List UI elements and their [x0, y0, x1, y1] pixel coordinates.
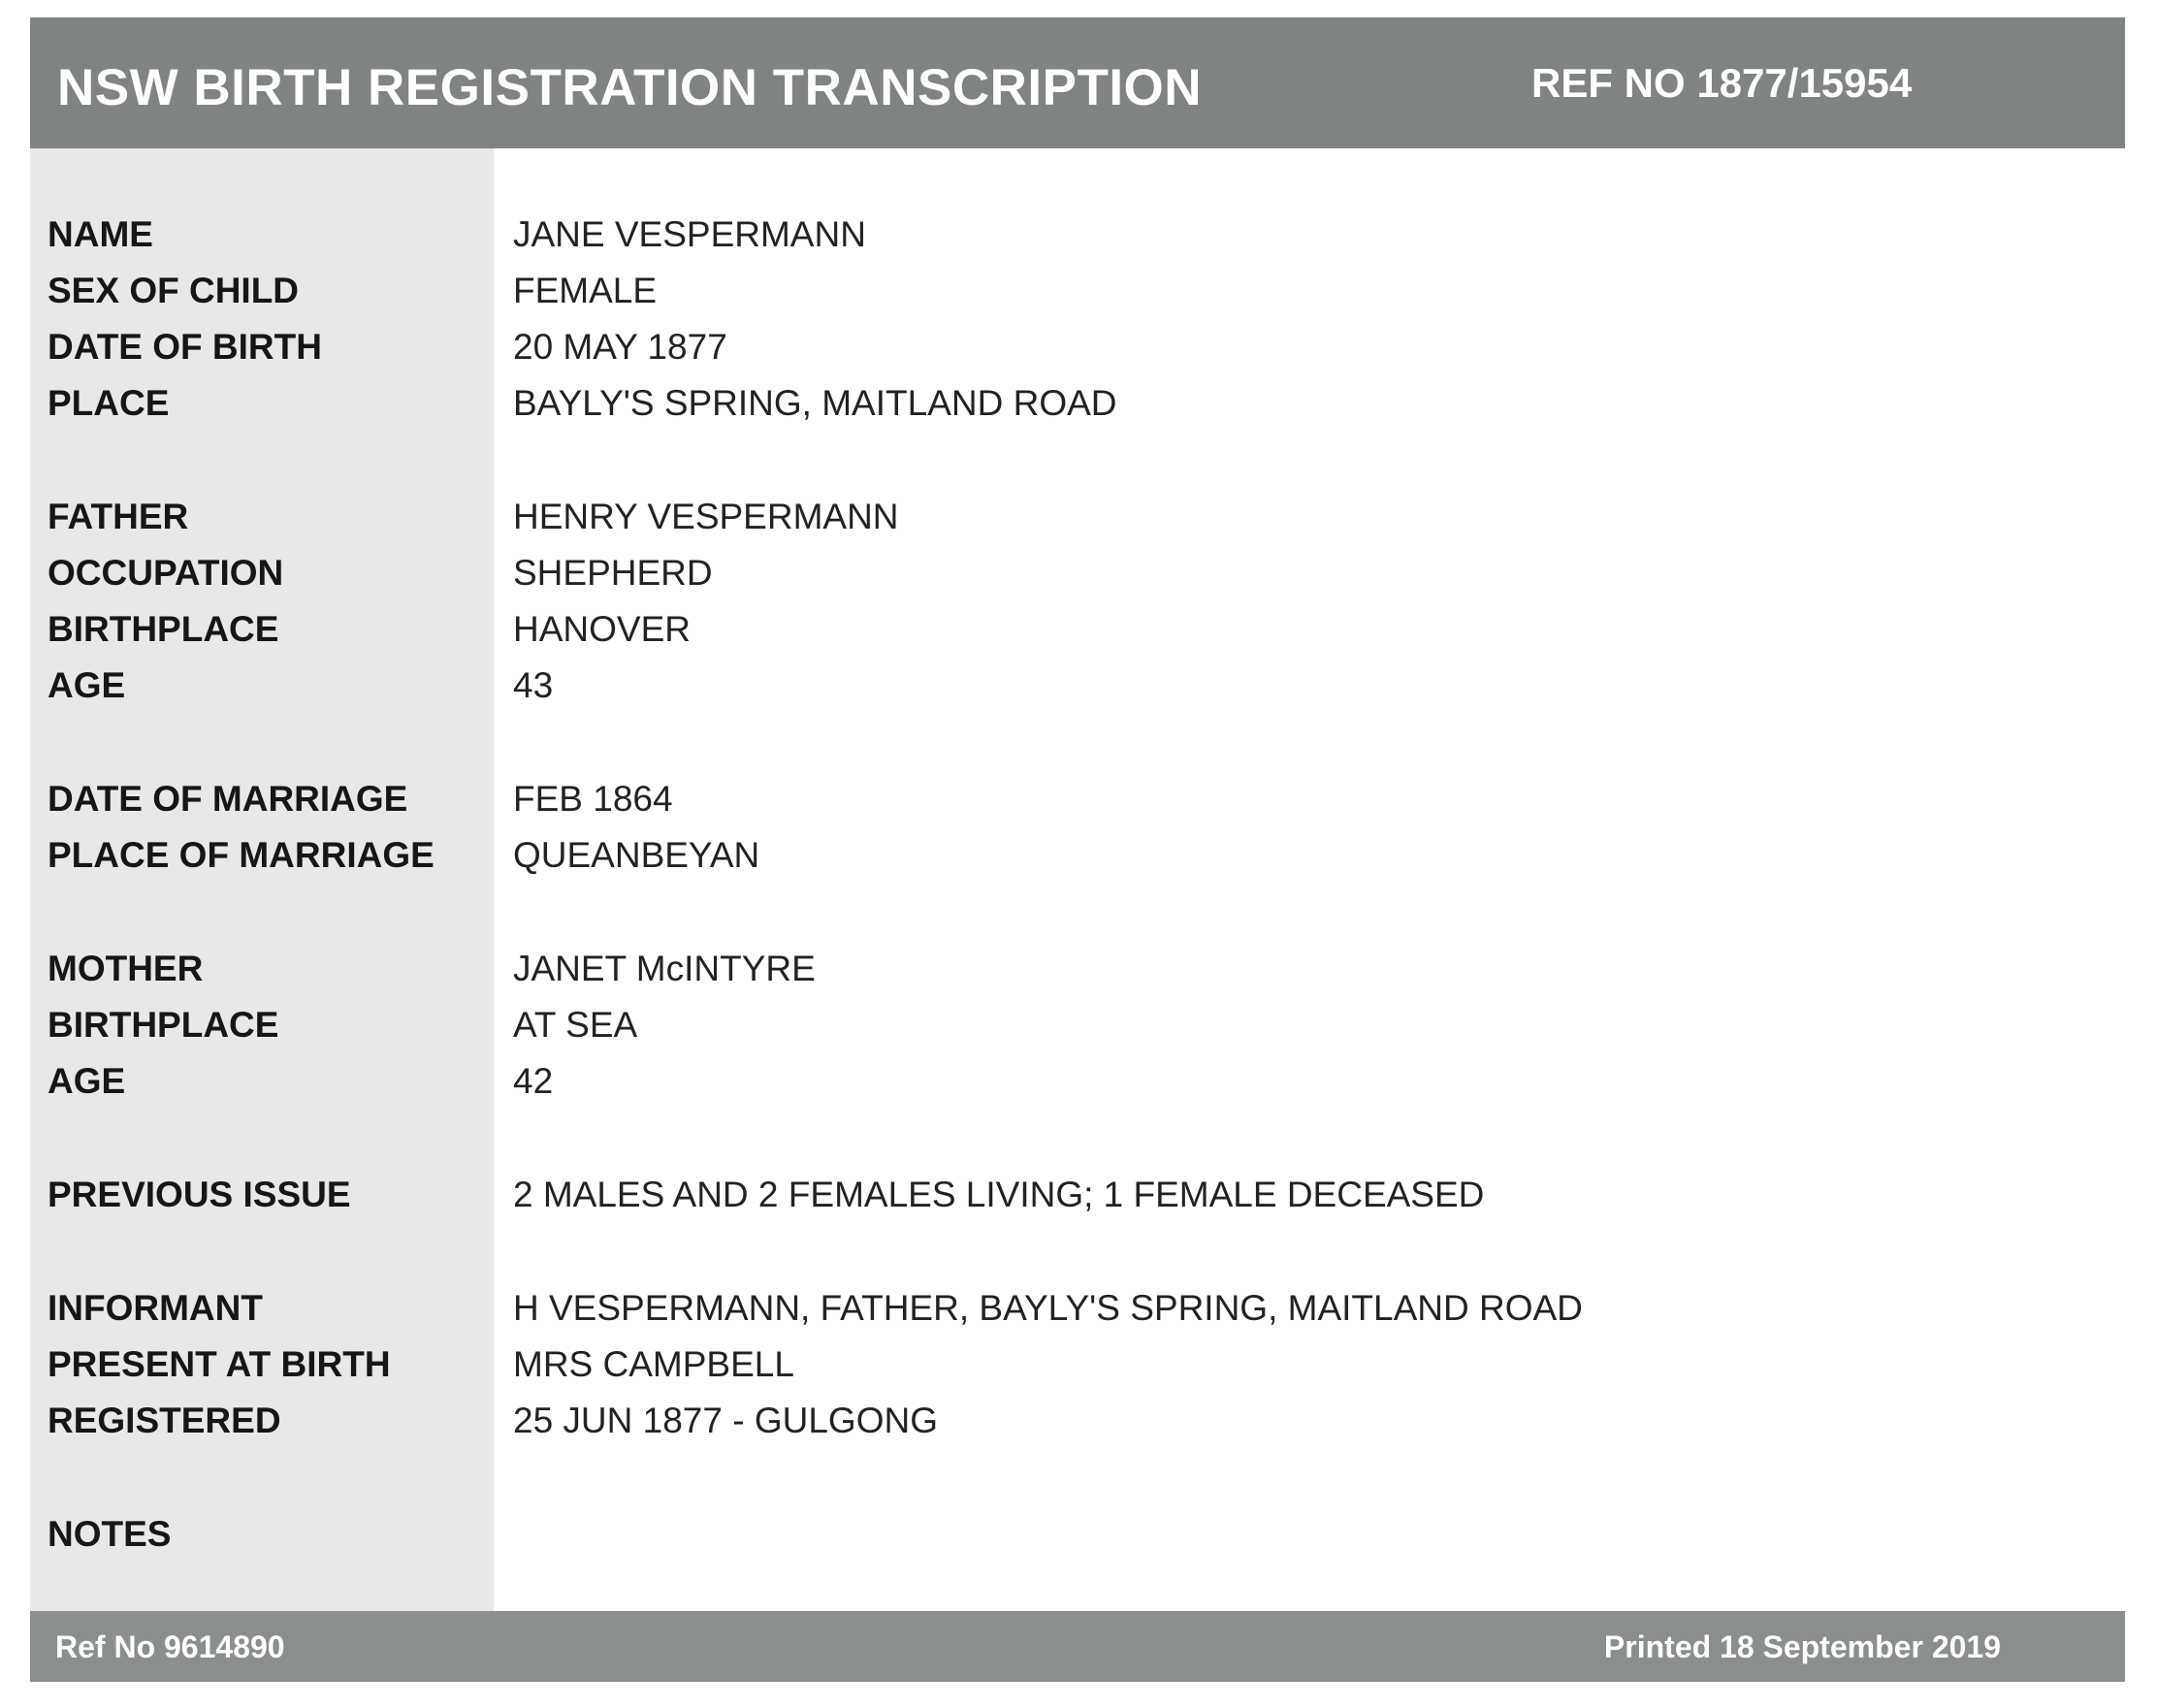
label-father-age: AGE [48, 665, 126, 705]
label-notes: NOTES [48, 1514, 172, 1554]
footer-bar [30, 1611, 2125, 1682]
reference-number: REF NO 1877/15954 [1531, 60, 1913, 106]
value-mother: JANET McINTYRE [513, 949, 816, 988]
value-occupation: SHEPHERD [513, 553, 713, 593]
label-mother: MOTHER [48, 949, 204, 988]
label-name: NAME [48, 214, 153, 254]
label-father: FATHER [48, 497, 189, 536]
value-date-of-birth: 20 MAY 1877 [513, 327, 727, 367]
value-father-age: 43 [513, 665, 554, 705]
label-date-of-marriage: DATE OF MARRIAGE [48, 779, 408, 819]
value-sex-of-child: FEMALE [513, 271, 658, 310]
value-column [494, 148, 2125, 1611]
value-mother-birthplace: AT SEA [513, 1005, 638, 1045]
label-registered: REGISTERED [48, 1401, 281, 1440]
label-mother-age: AGE [48, 1061, 126, 1101]
footer-reference-number: Ref No 9614890 [55, 1629, 285, 1664]
label-date-of-birth: DATE OF BIRTH [48, 327, 322, 367]
label-sex-of-child: SEX OF CHILD [48, 271, 300, 310]
label-previous-issue: PREVIOUS ISSUE [48, 1175, 351, 1214]
label-father-birthplace: BIRTHPLACE [48, 609, 279, 649]
printed-date: Printed 18 September 2019 [1603, 1629, 2001, 1664]
value-mother-age: 42 [513, 1061, 554, 1101]
label-column [30, 148, 494, 1611]
label-place-of-marriage: PLACE OF MARRIAGE [48, 835, 435, 875]
value-father-birthplace: HANOVER [513, 609, 691, 649]
value-present-at-birth: MRS CAMPBELL [513, 1344, 794, 1384]
header-bar [30, 17, 2125, 148]
label-informant: INFORMANT [48, 1288, 263, 1328]
value-place-of-marriage: QUEANBEYAN [513, 835, 760, 875]
value-name: JANE VESPERMANN [513, 214, 866, 254]
value-date-of-marriage: FEB 1864 [513, 779, 673, 819]
value-registered: 25 JUN 1877 - GULGONG [513, 1401, 938, 1440]
label-present-at-birth: PRESENT AT BIRTH [48, 1344, 391, 1384]
value-informant: H VESPERMANN, FATHER, BAYLY'S SPRING, MAITLAND ROAD [513, 1288, 1583, 1328]
document-title: NSW BIRTH REGISTRATION TRANSCRIPTION [57, 59, 1203, 116]
birth-registration-certificate [30, 17, 2125, 1682]
label-place: PLACE [48, 383, 170, 423]
value-father: HENRY VESPERMANN [513, 497, 899, 536]
label-mother-birthplace: BIRTHPLACE [48, 1005, 279, 1045]
value-previous-issue: 2 MALES AND 2 FEMALES LIVING; 1 FEMALE DECEASED [513, 1175, 1485, 1214]
label-occupation: OCCUPATION [48, 553, 284, 593]
value-place: BAYLY'S SPRING, MAITLAND ROAD [513, 383, 1117, 423]
